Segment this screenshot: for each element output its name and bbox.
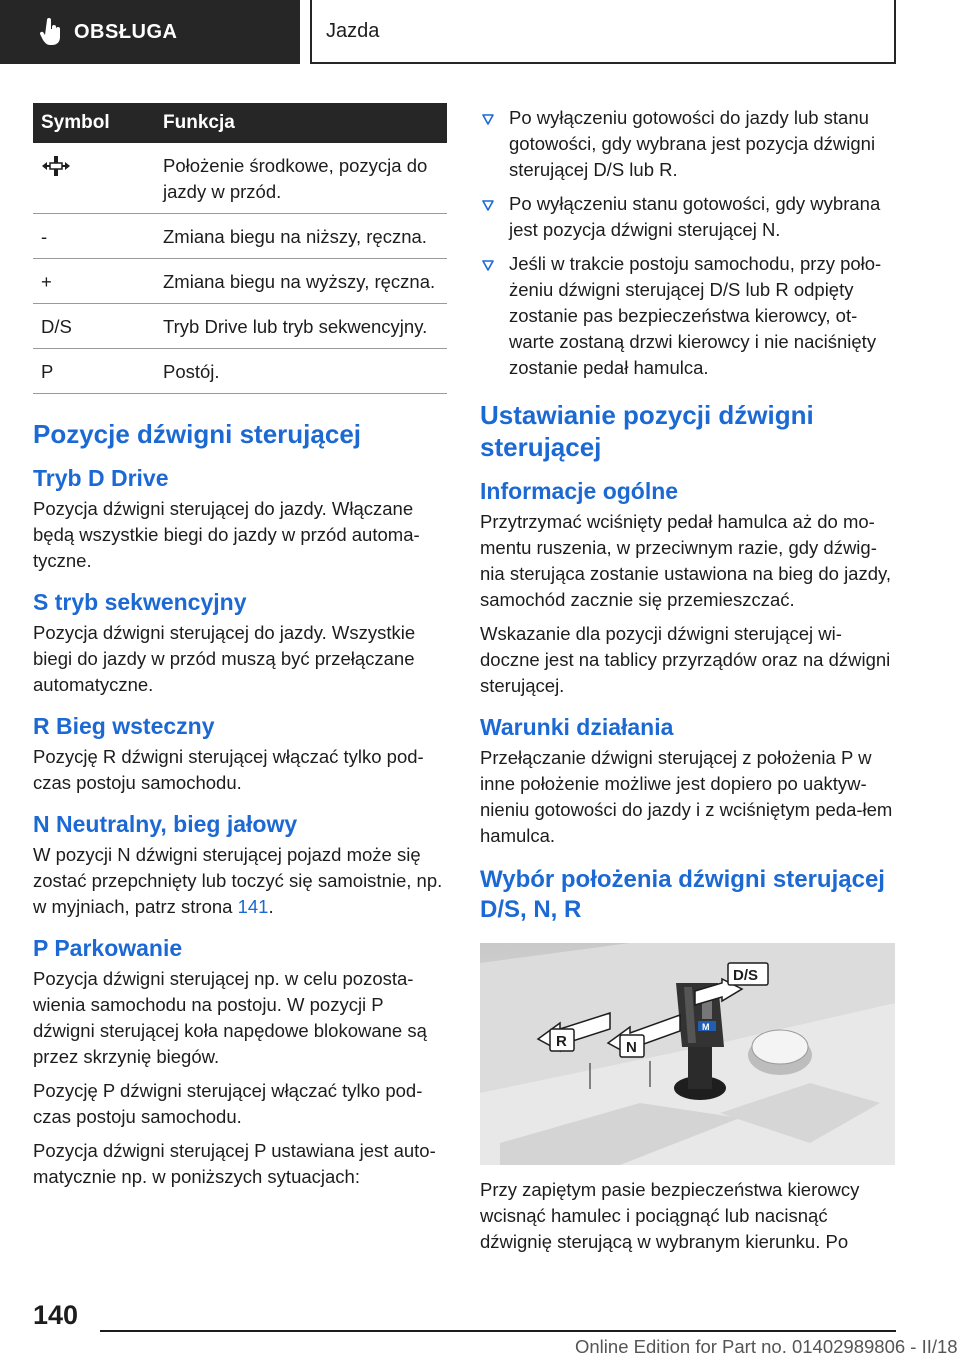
paragraph-drive: Pozycja dźwigni sterującej do jazdy. Włączane będą wszystkie biegi do jazdy w przód automa-tyczne. [33, 498, 420, 571]
table-row [33, 259, 447, 304]
hand-pointer-icon [40, 18, 62, 46]
table-cell-function: Zmiana biegu na wyższy, ręczna. [155, 259, 447, 304]
gear-selector-center-icon [41, 155, 71, 177]
table-cell-symbol: D/S [33, 304, 155, 349]
paragraph-park-3: Pozycja dźwigni sterującej P ustawiana jest auto-matycznie np. w poniższych sytuacjach: [33, 1140, 436, 1187]
paragraph-sport: Pozycja dźwigni sterującej do jazdy. Wszystkie biegi do jazdy w przód muszą być przełączane automatyczne. [33, 622, 416, 695]
table-cell-function: Położenie środkowe, pozycja do jazdy w przód. [155, 143, 447, 214]
heading-reverse: R Bieg wsteczny [33, 713, 215, 739]
triangle-bullet-icon [482, 114, 494, 125]
heading-neutral: N Neutralny, bieg jałowy [33, 811, 298, 837]
table-row [33, 214, 447, 259]
triangle-bullet-icon [482, 200, 494, 211]
list-item [480, 105, 895, 183]
heading-set-position: Ustawianie pozycji dźwigni sterującej [480, 400, 814, 462]
symbol-table [33, 103, 447, 394]
triangle-bullet-icon [482, 260, 494, 271]
heading-conditions: Warunki działania [480, 714, 674, 740]
heading-sport: S tryb sekwencyjny [33, 589, 247, 615]
table-row [33, 304, 447, 349]
table-header-function: Funkcja [155, 103, 447, 143]
paragraph-reverse: Pozycję R dźwigni sterującej włączać tylko pod-czas postoju samochodu. [33, 746, 424, 793]
paragraph-general-1: Przytrzymać wciśnięty pedał hamulca aż do mo-mentu ruszenia, w przeciwnym razie, gdy dźwig-nia sterująca zostanie ustawiona na bieg do jazdy, samochód zacznie się przemieszczać. [480, 511, 892, 610]
list-item-text: Jeśli w trakcie postoju samochodu, przy poło-żeniu dźwigni sterującej D/S lub R odpięty zostanie pas bezpieczeństwa kierowcy, ot-warte zostaną drzwi kierowcy i nie naciśnięty zostanie pedał hamulca. [509, 253, 882, 378]
illus-label-n: N [626, 1039, 637, 1056]
page-link-141[interactable]: 141 [237, 896, 269, 917]
paragraph-general-2: Wskazanie dla pozycji dźwigni sterującej wi-doczne jest na tablicy przyrządów oraz na dźwigni sterującej. [480, 623, 891, 696]
paragraph-select: Przy zapiętym pasie bezpieczeństwa kierowcy wcisnąć hamulec i pociągnąć lub nacisnąć dźwignię sterującą w wybranym kierunku. Po [480, 1179, 860, 1252]
heading-drive: Tryb D Drive [33, 465, 169, 491]
table-cell-function: Postój. [155, 349, 447, 394]
table-cell-symbol: + [33, 259, 155, 304]
paragraph-neutral [33, 842, 447, 920]
right-column [480, 103, 895, 1255]
table-header-symbol: Symbol [33, 103, 155, 143]
table-row [33, 143, 447, 214]
paragraph-park-1: Pozycja dźwigni sterującej np. w celu pozosta-wienia samochodu na postoju. W pozycji P dźwigni sterującej koła napędowe blokowane są przez skrzynię biegów. [33, 968, 427, 1067]
gear-selector-illustration [480, 943, 895, 1165]
table-cell-function: Zmiana biegu na niższy, ręczna. [155, 214, 447, 259]
list-item [480, 251, 895, 381]
paragraph-conditions: Przełączanie dźwigni sterującej z położenia P w inne położenie możliwe jest dopiero po uaktyw-nieniu gotowości do jazdy i z wciśniętym peda-łem hamulca. [480, 747, 893, 846]
illus-label-ds: D/S [733, 967, 759, 984]
list-item [480, 191, 895, 243]
paragraph-park-2: Pozycję P dźwigni sterującej włączać tylko pod-czas postoju samochodu. [33, 1080, 423, 1127]
table-cell-symbol [33, 143, 155, 214]
left-column [33, 103, 447, 1190]
list-item-text: Po wyłączeniu stanu gotowości, gdy wybrana jest pozycja dźwigni sterującej N. [509, 193, 881, 240]
illus-label-r: R [556, 1033, 567, 1050]
paragraph-neutral-end: . [268, 896, 274, 917]
section-title: Jazda [310, 0, 896, 64]
footer-edition: Online Edition for Part no. 01402989806 - II/18 [575, 1336, 958, 1357]
table-cell-function: Tryb Drive lub tryb sekwencyjny. [155, 304, 447, 349]
heading-park: P Parkowanie [33, 935, 183, 961]
page-number: 140 [33, 1300, 79, 1330]
table-cell-symbol: P [33, 349, 155, 394]
table-cell-symbol: - [33, 214, 155, 259]
bullet-list [480, 105, 895, 381]
header-tab[interactable] [0, 0, 300, 64]
list-item-text: Po wyłączeniu gotowości do jazdy lub stanu gotowości, gdy wybrana jest pozycja dźwigni sterującej D/S lub R. [509, 107, 876, 180]
table-row [33, 349, 447, 394]
illus-label-m: M [702, 1022, 710, 1032]
heading-positions: Pozycje dźwigni sterującej [33, 419, 361, 449]
header-tab-label: OBSŁUGA [74, 20, 178, 43]
heading-select: Wybór położenia dźwigni sterującej D/S, N, R [480, 866, 885, 923]
paragraph-neutral-text: W pozycji N dźwigni sterującej pojazd może się zostać przepchnięty lub toczyć się samoistnie, np. w myjniach, patrz strona [33, 844, 443, 917]
heading-general: Informacje ogólne [480, 478, 679, 504]
footer-divider [100, 1330, 896, 1332]
